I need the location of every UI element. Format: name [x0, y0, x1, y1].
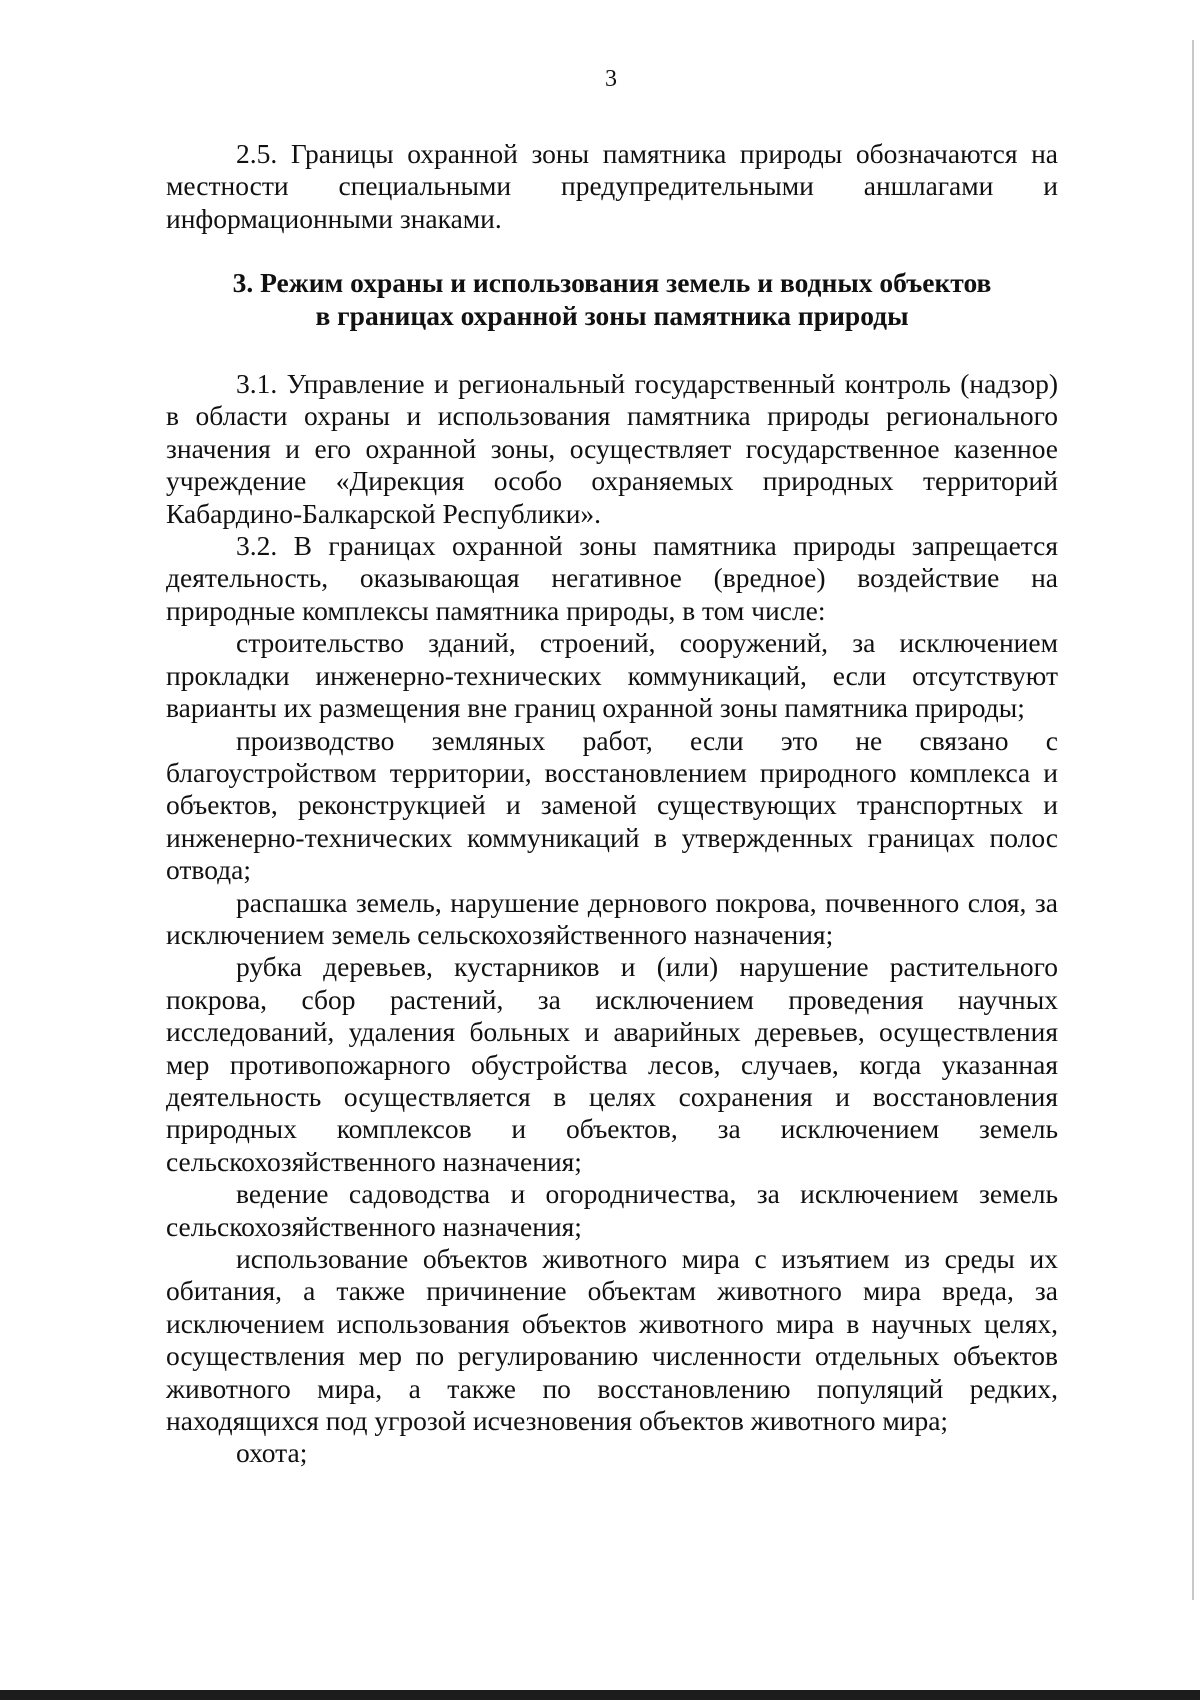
page-number: 3 — [605, 66, 617, 92]
list-item-ploughing: распашка земель, нарушение дернового покрова, почвенного слоя, за исключением земель сельскохозяйственного назначения; — [166, 886, 1058, 950]
document-body — [166, 138, 1058, 1470]
scan-edge-bottom — [0, 1690, 1200, 1700]
list-item-hunting: охота; — [236, 1437, 308, 1469]
section-3-heading — [166, 267, 1058, 332]
paragraph-3-1: 3.1. Управление и региональный государственный контроль (надзор) в области охраны и использования памятника природы регионального значения и его охранной зоны, осуществляет государственное казенное учреждение «Дирекция особо охраняемых природных территорий Кабардино-Балкарской Республики». — [166, 368, 1058, 529]
list-item-gardening: ведение садоводства и огородничества, за исключением земель сельскохозяйственного назначения; — [166, 1178, 1058, 1242]
list-item-logging: рубка деревьев, кустарников и (или) нарушение растительного покрова, сбор растений, за исключением проведения научных исследований, удаления больных и аварийных деревьев, осуществления мер противопожарного обустройства лесов, случаев, когда указанная деятельность осуществляется в целях сохранения и восстановления природных комплексов и объектов, за исключением земель сельскохозяйственного назначения; — [166, 951, 1058, 1177]
section-title-line-1: 3. Режим охраны и использования земель и водных объектов — [232, 267, 992, 299]
list-item-earthworks: производство земляных работ, если это не связано с благоустройством территории, восстановлением природного комплекса и объектов, реконструкцией и заменой существующих транспортных и инженерно-технических коммуникаций в утвержденных границах полос отвода; — [166, 724, 1058, 886]
list-item-wildlife-use: использование объектов животного мира с изъятием из среды их обитания, а также причинение объектам животного мира вреда, за исключением использования объектов животного мира в научных целях, осуществления мер по регулированию численности отдельных объектов животного мира, а также по восстановлению популяций редких, находящихся под угрозой исчезновения объектов животного мира; — [166, 1243, 1058, 1437]
paragraph-3-2: 3.2. В границах охранной зоны памятника природы запрещается деятельность, оказывающая негативное (вредное) воздействие на природные комплексы памятника природы, в том числе: — [166, 530, 1058, 626]
list-item-construction: строительство зданий, строений, сооружений, за исключением прокладки инженерно-технических коммуникаций, если отсутствуют варианты их размещения вне границ охранной зоны памятника природы; — [166, 627, 1058, 724]
scan-edge-right — [1192, 40, 1194, 1600]
paragraph-2-5: 2.5. Границы охранной зоны памятника природы обозначаются на местности специальными предупредительными аншлагами и информационными знаками. — [166, 138, 1058, 234]
section-title-line-2: в границах охранной зоны памятника природы — [315, 299, 909, 331]
